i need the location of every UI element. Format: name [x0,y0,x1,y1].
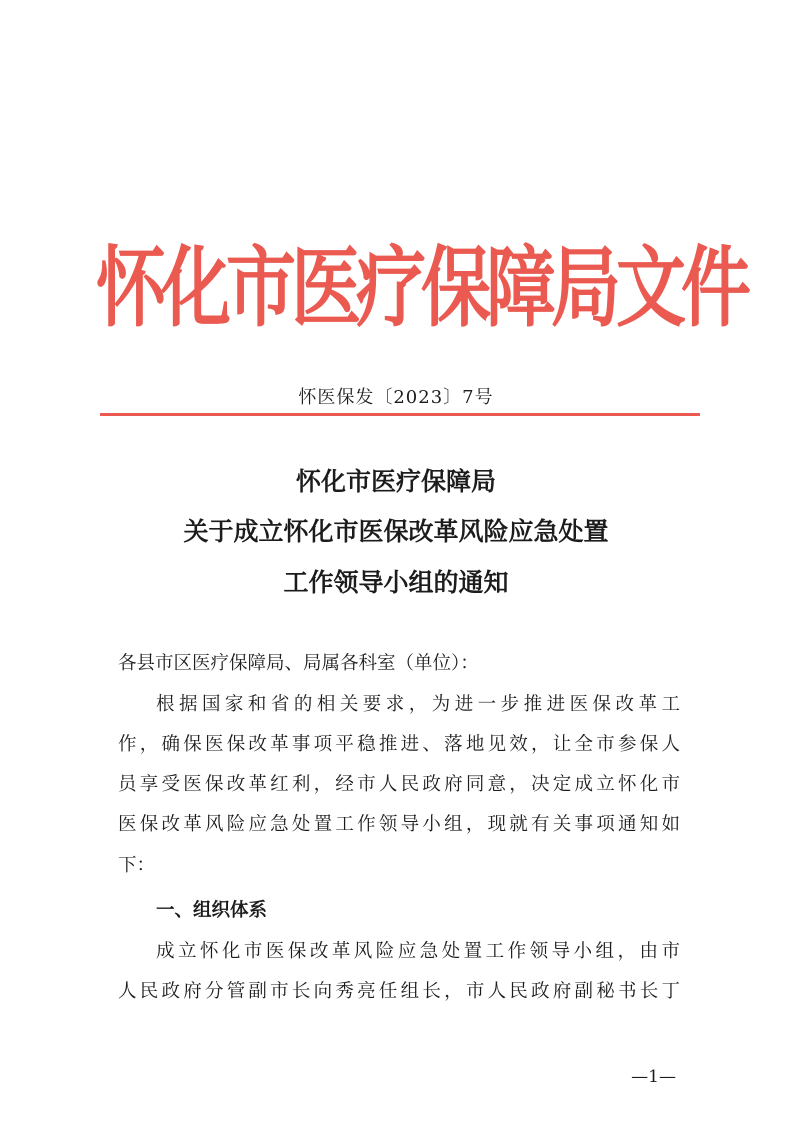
title-line-3: 工作领导小组的通知 [283,568,509,597]
paragraph2-line-1: 成立怀化市医保改革风险应急处置工作领导小组，由市 [156,941,680,962]
red-divider [100,413,700,416]
org-header: 怀化市医疗保障局文件 [96,236,746,340]
paragraph1-line-3: 员享受医保改革红利，经市人民政府同意，决定成立怀化市 [118,774,680,795]
section1-heading: 一、组织体系 [156,900,268,921]
paragraph1-line-4: 医保改革风险应急处置工作领导小组，现就有关事项通知如 [118,814,680,835]
title-line-2: 关于成立怀化市医保改革风险应急处置 [183,517,609,546]
salutation: 各县市区医疗保障局、局属各科室（单位）： [118,653,479,674]
paragraph1-line-2: 作，确保医保改革事项平稳推进、落地见效，让全市参保人 [118,734,680,755]
paragraph1-line-5: 下： [118,855,156,876]
page-number: —1— [631,1067,676,1087]
document-number: 怀医保发〔2023〕7号 [298,387,494,408]
title-line-1: 怀化市医疗保障局 [295,467,496,496]
paragraph2-line-2: 人民政府分管副市长向秀亮任组长，市人民政府副秘书长丁 [118,981,680,1002]
paragraph1-line-1: 根据国家和省的相关要求，为进一步推进医保改革工 [156,694,680,715]
